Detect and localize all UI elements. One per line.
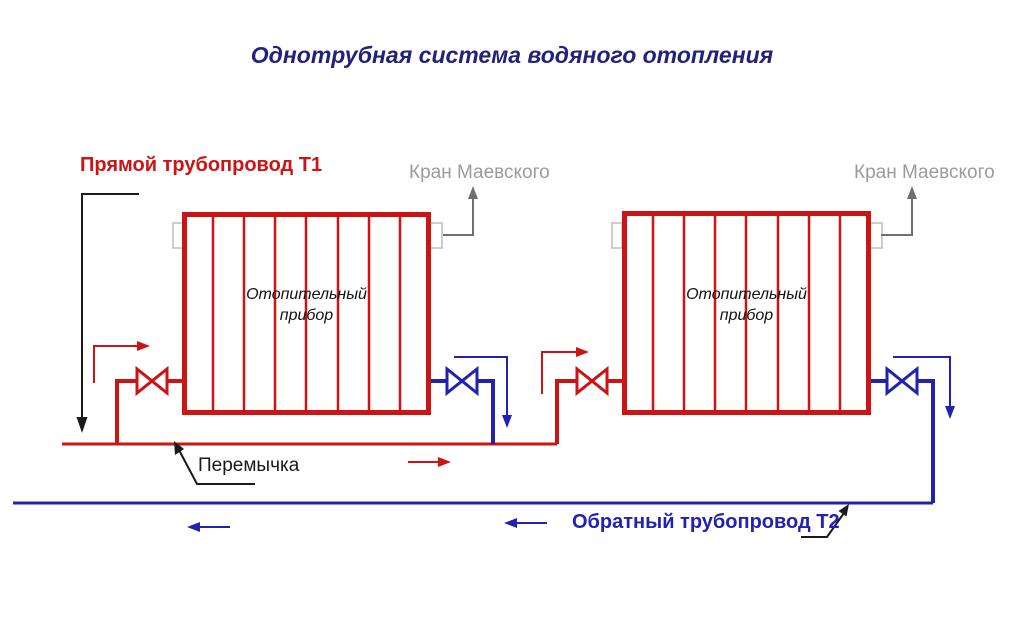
radiator2-outlet-valve-icon bbox=[887, 369, 917, 393]
bypass-label: Перемычка bbox=[198, 455, 300, 476]
radiator2-label-line2: прибор bbox=[719, 307, 774, 324]
mayevsky-leader-left bbox=[443, 186, 478, 235]
page-title: Однотрубная система водяного отопления bbox=[250, 42, 774, 68]
mayevsky-leader-right bbox=[881, 186, 917, 235]
radiator1-supply-pipe bbox=[117, 379, 182, 444]
radiator1-label bbox=[184, 284, 429, 326]
radiator1-left-boss bbox=[173, 223, 183, 248]
radiator1-label-line2: прибор bbox=[279, 307, 334, 324]
supply-pipe-leader-arrow bbox=[77, 194, 140, 433]
radiator2-inlet-valve-icon bbox=[577, 369, 607, 393]
return-pipe-label: Обратный трубопровод Т2 bbox=[572, 511, 840, 533]
radiator2-label-line1: Отопительный bbox=[686, 286, 807, 303]
outlet-flow-arrow-radiator1 bbox=[454, 357, 512, 428]
mayevsky-valve-label-right: Кран Маевского bbox=[854, 162, 995, 183]
radiator1-vent-boss bbox=[430, 223, 442, 248]
return-flow-arrow-mid bbox=[504, 518, 547, 528]
mayevsky-valve-label-left: Кран Маевского bbox=[409, 162, 550, 183]
radiator1-outlet-pipe bbox=[429, 379, 493, 444]
radiator2-label bbox=[624, 284, 869, 326]
bypass-flow-arrow bbox=[408, 457, 451, 467]
radiator1-outlet-valve-icon bbox=[447, 369, 477, 393]
supply-pipe-label: Прямой трубопровод Т1 bbox=[80, 154, 323, 176]
radiator2-vent-boss bbox=[870, 223, 882, 248]
radiator1-inlet-valve-icon bbox=[137, 369, 167, 393]
outlet-flow-arrow-radiator2 bbox=[893, 357, 955, 419]
radiator1-label-line1: Отопительный bbox=[246, 286, 367, 303]
radiator2-outlet-pipe bbox=[869, 379, 933, 503]
radiator2-left-boss bbox=[612, 223, 622, 248]
return-flow-arrow-left bbox=[187, 522, 230, 532]
radiator2-supply-pipe bbox=[557, 379, 624, 444]
